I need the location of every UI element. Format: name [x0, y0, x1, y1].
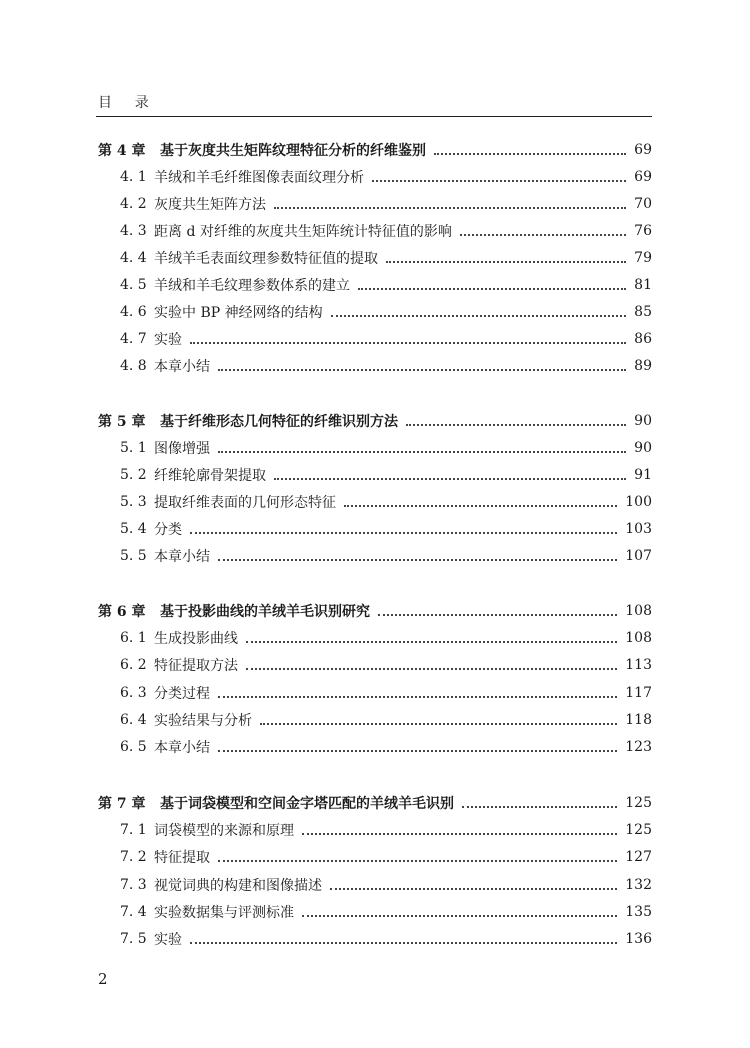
dot-leader: [218, 859, 617, 862]
section-number: 7. 3: [120, 877, 147, 893]
dot-leader: [218, 450, 626, 453]
toc-section-5-1[interactable]: [120, 435, 652, 461]
section-title: 羊绒和羊毛纹理参数体系的建立: [154, 278, 350, 294]
section-title: 本章小结: [154, 359, 210, 375]
page-number: 117: [625, 685, 652, 701]
page-number: 118: [625, 712, 652, 728]
toc-section-7-1[interactable]: [120, 817, 652, 843]
page-number: 79: [634, 250, 652, 266]
dot-leader: [218, 558, 617, 561]
page-number: 108: [625, 603, 652, 619]
toc-chapter-4[interactable]: [98, 137, 652, 163]
dot-leader: [190, 341, 626, 344]
section-number: 6. 2: [120, 657, 147, 673]
section-title: 实验: [154, 332, 182, 348]
section-title: 特征提取: [154, 850, 210, 866]
toc-section-6-5[interactable]: [120, 734, 652, 760]
section-number: 6. 5: [120, 739, 147, 755]
page-number: 125: [625, 822, 652, 838]
section-title: 视觉词典的构建和图像描述: [154, 878, 322, 894]
section-number: 7. 4: [120, 904, 147, 920]
section-number: 7. 5: [120, 931, 147, 947]
section-number: 5. 5: [120, 548, 147, 564]
toc-section-4-6[interactable]: [120, 299, 652, 325]
section-title: 实验中 BP 神经网络的结构: [154, 305, 323, 321]
section-number: 6. 1: [120, 630, 147, 646]
page-number: 136: [625, 931, 652, 947]
toc-section-7-4[interactable]: [120, 899, 652, 925]
dot-leader: [274, 206, 626, 209]
chapter-number: 第 6 章: [98, 604, 146, 620]
section-number: 4. 3: [120, 223, 147, 239]
section-title: 本章小结: [154, 549, 210, 565]
dot-leader: [302, 832, 617, 835]
section-number: 6. 3: [120, 685, 147, 701]
section-title: 提取纤维表面的几何形态特征: [154, 495, 336, 511]
toc-section-7-5[interactable]: [120, 926, 652, 952]
section-title: 纤维轮廓骨架提取: [154, 468, 266, 484]
page-number: 69: [634, 169, 652, 185]
running-header: [96, 92, 652, 117]
page-number: 123: [625, 739, 652, 755]
section-number: 4. 2: [120, 196, 147, 212]
dot-leader: [462, 805, 617, 808]
page-number: 76: [634, 223, 652, 239]
section-number: 7. 2: [120, 849, 147, 865]
section-number: 5. 2: [120, 467, 147, 483]
toc-section-6-1[interactable]: [120, 625, 652, 651]
chapter-number: 第 4 章: [98, 143, 146, 159]
section-title: 灰度共生矩阵方法: [154, 197, 266, 213]
section-title: 实验结果与分析: [154, 713, 252, 729]
page-number: 135: [625, 904, 652, 920]
chapter-title: 基于纤维形态几何特征的纤维识别方法: [160, 414, 398, 430]
section-number: 5. 4: [120, 521, 147, 537]
section-title: 图像增强: [154, 441, 210, 457]
section-title: 分类过程: [154, 686, 210, 702]
page-number: 107: [625, 548, 652, 564]
dot-leader: [190, 531, 617, 534]
toc-section-7-2[interactable]: [120, 844, 652, 870]
section-number: 4. 8: [120, 358, 147, 374]
page-folio: 2: [98, 970, 108, 988]
page-number: 70: [634, 196, 652, 212]
page-number: 90: [634, 440, 652, 456]
section-title: 本章小结: [154, 740, 210, 756]
section-number: 4. 1: [120, 169, 147, 185]
section-number: 5. 3: [120, 494, 147, 510]
dot-leader: [378, 613, 617, 616]
page-number: 90: [634, 413, 652, 429]
dot-leader: [246, 640, 617, 643]
toc-chapter-5[interactable]: [98, 408, 652, 434]
dot-leader: [218, 749, 617, 752]
dot-leader: [331, 314, 627, 317]
toc-section-5-4[interactable]: [120, 516, 652, 542]
page-number: 132: [625, 877, 652, 893]
dot-leader: [302, 914, 617, 917]
page-number: 125: [625, 795, 652, 811]
dot-leader: [386, 260, 626, 263]
dot-leader: [246, 667, 617, 670]
chapter-title: 基于投影曲线的羊绒羊毛识别研究: [160, 604, 370, 620]
dot-leader: [344, 504, 617, 507]
toc-section-6-4[interactable]: [120, 707, 652, 733]
page-number: 91: [634, 467, 652, 483]
toc-chapter-7[interactable]: [98, 790, 652, 816]
toc-section-4-1[interactable]: [120, 164, 652, 190]
toc-section-5-2[interactable]: [120, 462, 652, 488]
section-title: 特征提取方法: [154, 658, 238, 674]
dot-leader: [434, 152, 626, 155]
chapter-number: 第 7 章: [98, 796, 146, 812]
toc-section-4-8[interactable]: [120, 353, 652, 379]
page-number: 89: [634, 358, 652, 374]
toc-section-5-3[interactable]: [120, 489, 652, 515]
section-title: 分类: [154, 522, 182, 538]
section-number: 7. 1: [120, 822, 147, 838]
dot-leader: [274, 477, 626, 480]
section-title: 词袋模型的来源和原理: [154, 823, 294, 839]
dot-leader: [218, 368, 626, 371]
section-title: 距离 d 对纤维的灰度共生矩阵统计特征值的影响: [154, 224, 452, 240]
page-number: 103: [625, 521, 652, 537]
toc-section-4-7[interactable]: [120, 326, 652, 352]
chapter-title: 基于词袋模型和空间金字塔匹配的羊绒羊毛识别: [160, 796, 454, 812]
toc-section-4-3[interactable]: [120, 218, 652, 244]
chapter-title: 基于灰度共生矩阵纹理特征分析的纤维鉴别: [160, 143, 426, 159]
section-title: 生成投影曲线: [154, 631, 238, 647]
toc-section-4-2[interactable]: [120, 191, 652, 217]
page-number: 113: [625, 657, 652, 673]
toc-section-6-2[interactable]: [120, 652, 652, 678]
page-number: 100: [625, 494, 652, 510]
page-number: 69: [634, 142, 652, 158]
dot-leader: [330, 887, 617, 890]
page-number: 81: [634, 277, 652, 293]
header-title: 目 录: [98, 95, 150, 111]
section-title: 实验: [154, 932, 182, 948]
section-number: 5. 1: [120, 440, 147, 456]
page-number: 86: [634, 331, 652, 347]
toc-section-7-3[interactable]: [120, 872, 652, 898]
toc-chapter-6[interactable]: [98, 598, 652, 624]
section-number: 4. 4: [120, 250, 147, 266]
section-title: 羊绒羊毛表面纹理参数特征值的提取: [154, 251, 378, 267]
section-number: 4. 6: [120, 304, 147, 320]
toc-section-6-3[interactable]: [120, 680, 652, 706]
dot-leader: [372, 179, 626, 182]
toc-section-5-5[interactable]: [120, 543, 652, 569]
chapter-number: 第 5 章: [98, 414, 146, 430]
dot-leader: [460, 233, 626, 236]
page-number: 85: [634, 304, 652, 320]
dot-leader: [190, 941, 617, 944]
page-number: 127: [625, 849, 652, 865]
dot-leader: [218, 695, 617, 698]
dot-leader: [260, 722, 617, 725]
section-title: 实验数据集与评测标准: [154, 905, 294, 921]
page-number: 108: [625, 630, 652, 646]
section-number: 4. 5: [120, 277, 147, 293]
toc-section-4-5[interactable]: [120, 272, 652, 298]
section-title: 羊绒和羊毛纤维图像表面纹理分析: [154, 170, 364, 186]
dot-leader: [406, 423, 626, 426]
toc-section-4-4[interactable]: [120, 245, 652, 271]
dot-leader: [358, 287, 626, 290]
section-number: 4. 7: [120, 331, 147, 347]
section-number: 6. 4: [120, 712, 147, 728]
